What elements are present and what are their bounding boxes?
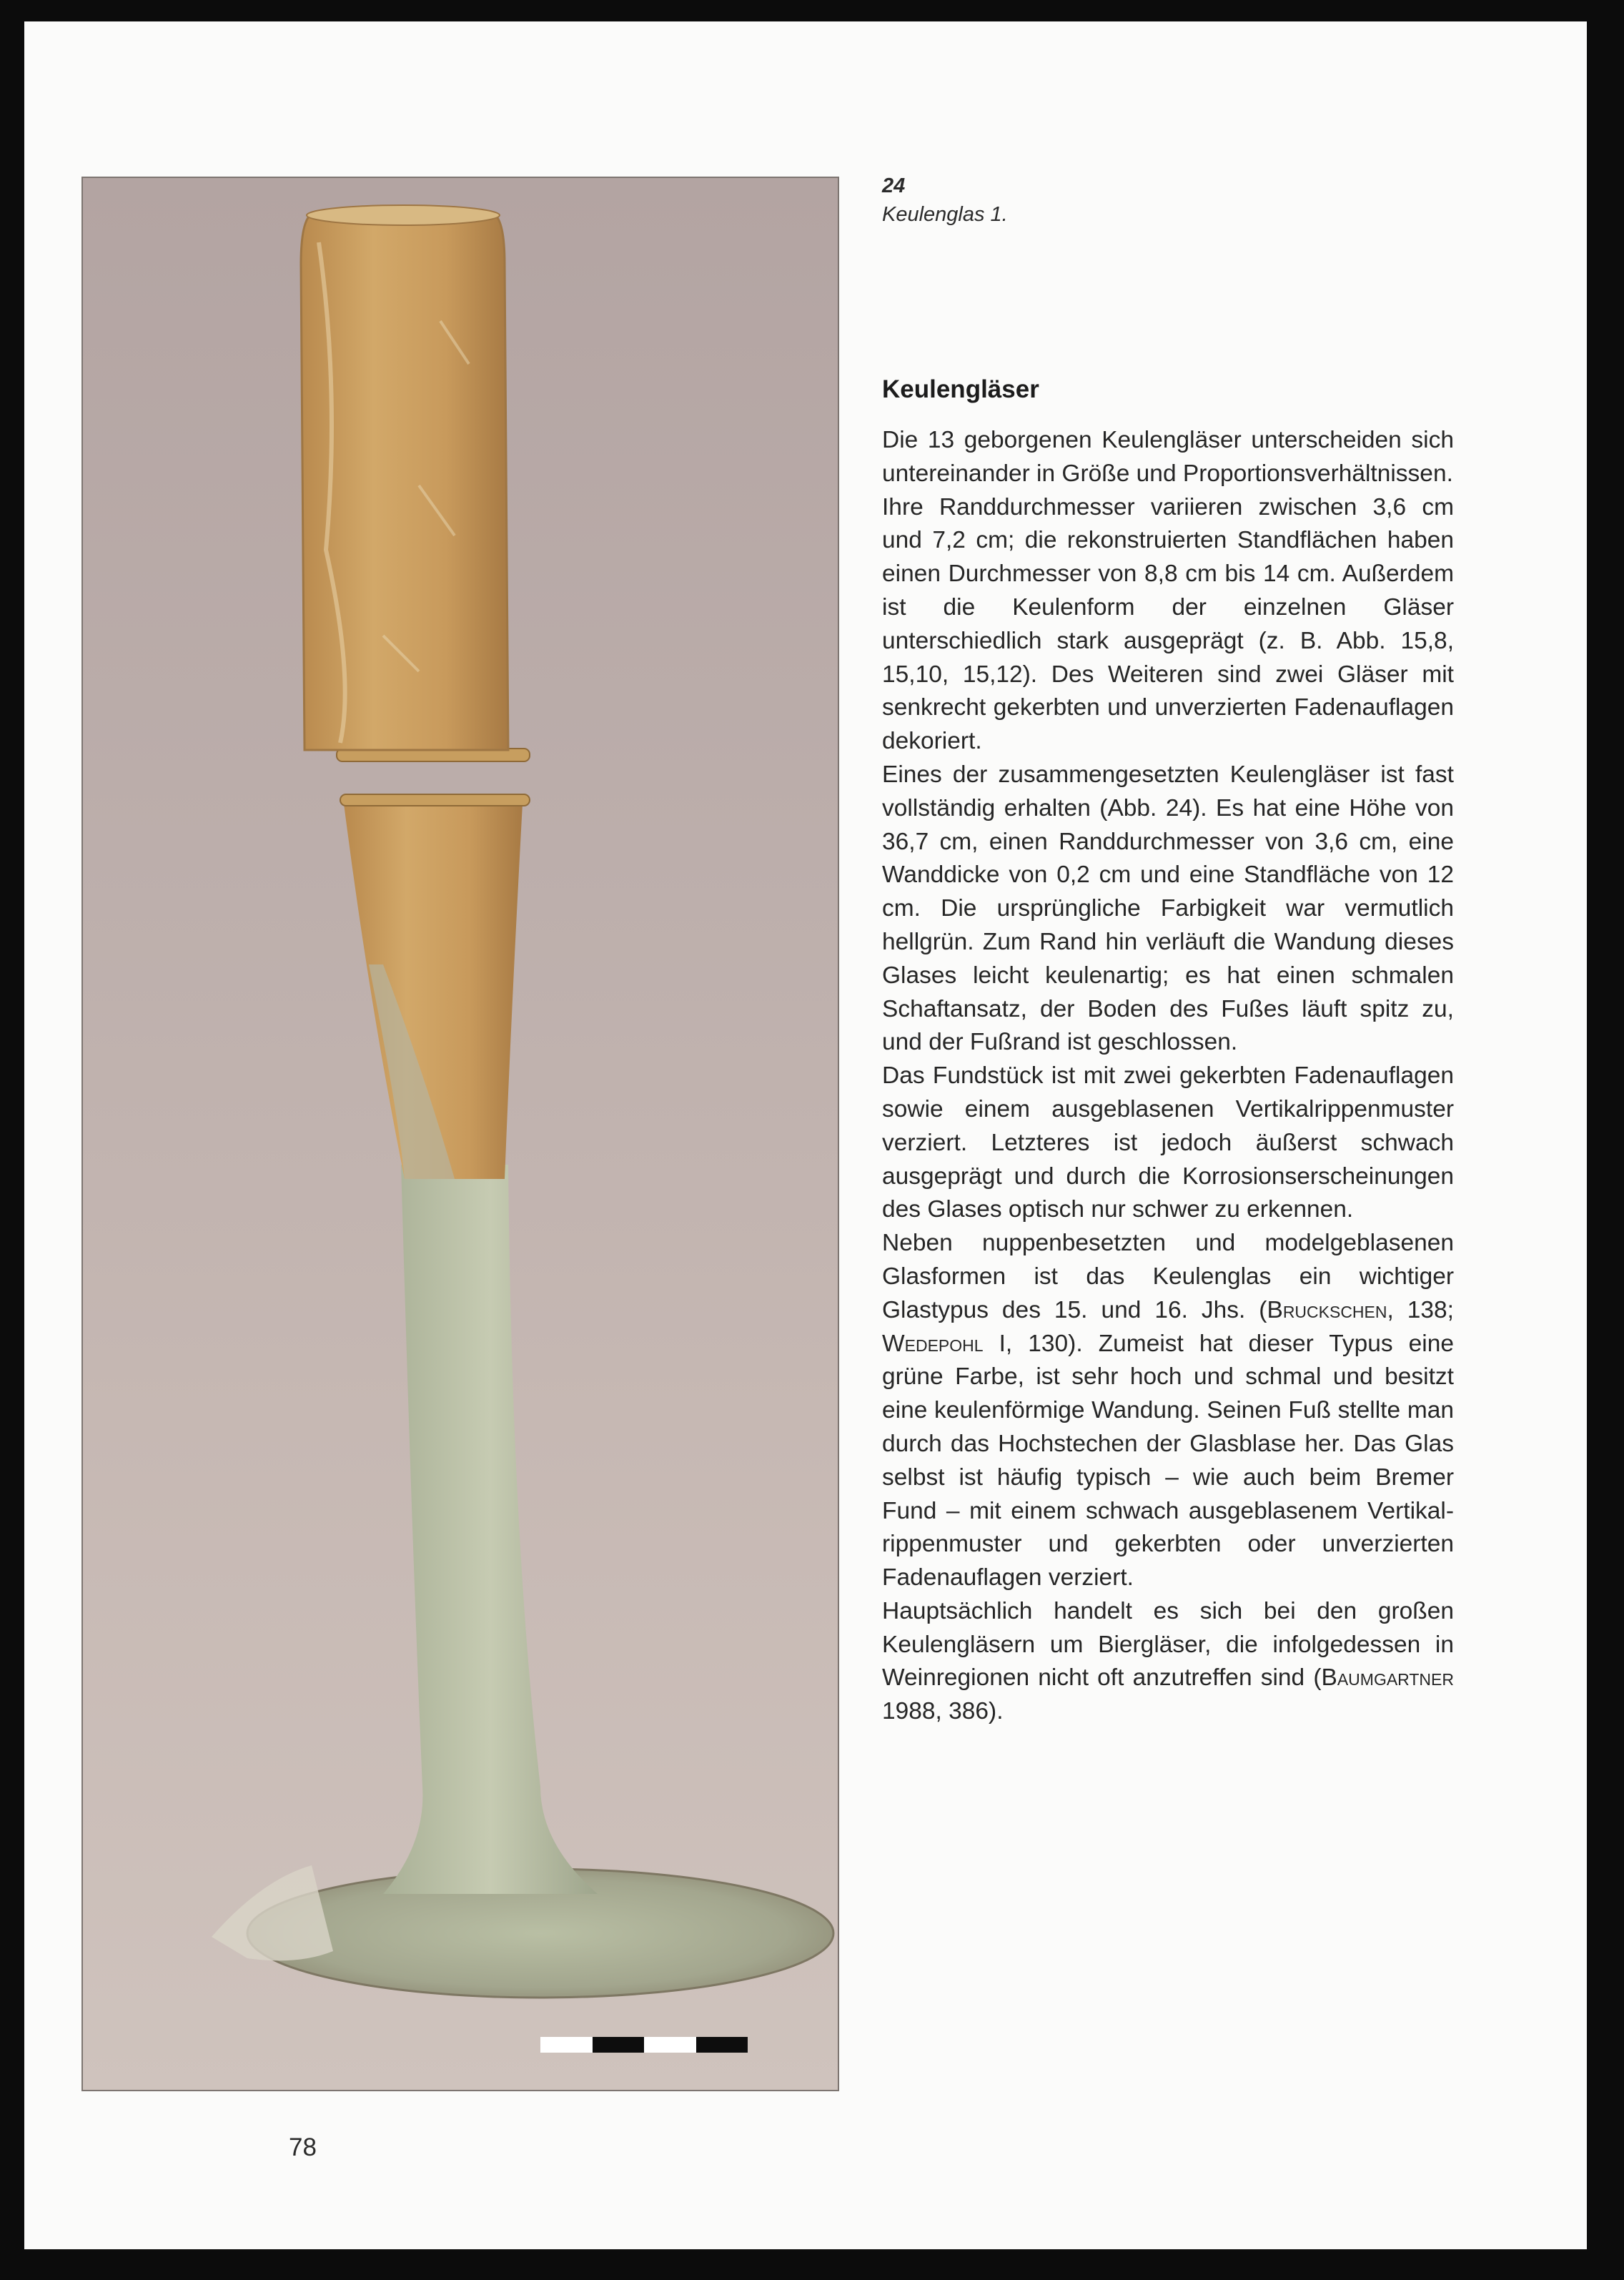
figure-title: Keulenglas 1. xyxy=(882,203,1008,226)
text-run: 1988, 386). xyxy=(882,1698,1004,1725)
text-run: Neben nuppenbesetzten und modelgeblasenen Glasformen ist das Keulenglas ein wichtiger Glastypus des 15. und 16. Jhs. ( xyxy=(882,1230,1454,1323)
figure-number: 24 xyxy=(882,174,906,197)
figure-caption xyxy=(882,172,1008,229)
keulenglas-photo xyxy=(81,177,839,2091)
text-run: I, 130). Zumeist hat dieser Typus eine grüne Farbe, ist sehr hoch und schmal und besitzt eine keulenförmige Wandung. Seinen Fuß stellte man durch das Hochstechen der Glasblase her. Das Glas selbst ist häufig typisch – wie auch beim Bremer Fund – mit einem schwach ausgeblasenem Vertikalrippenmuster und gekerbten oder unverzierten Fadenauflagen verziert. xyxy=(882,1330,1454,1591)
book-page xyxy=(24,21,1587,2249)
text-run: Hauptsächlich handelt es sich bei den großen Keulengläsern um Biergläser, die infolgedessen in Weinregionen nicht oft anzutreffen sind ( xyxy=(882,1597,1454,1692)
body-text xyxy=(882,424,1454,1729)
section-heading: Keulengläser xyxy=(882,375,1039,403)
paragraph xyxy=(882,1595,1454,1729)
scale-bar xyxy=(540,2037,748,2053)
page-number: 78 xyxy=(289,2133,317,2161)
paragraph: Die 13 geborgenen Keulengläser unterscheiden sich untereinander in Größe und Proportionsverhältnissen. xyxy=(882,427,1454,487)
citation-author: Bruckschen xyxy=(1267,1296,1387,1323)
citation-author: Baumgartner xyxy=(1321,1664,1454,1692)
text-run: , 138; xyxy=(1387,1296,1454,1323)
paragraph: Das Fundstück ist mit zwei gekerbten Fadenauflagen sowie einem ausgeblasenen Vertikalrippenmuster verziert. Letzteres ist jedoch äußerst schwach ausgeprägt und durch die Korrosionserscheinungen des Glases optisch nur schwer zu erkennen. xyxy=(882,1062,1454,1223)
paragraph: Eines der zusammengesetzten Keulengläser ist fast vollständig erhalten (Abb. 24). Es hat eine Höhe von 36,7 cm, einen Randdurchmesser von 3,6 cm, eine Wanddicke von 0,2 cm und eine Standfläche von 12 cm. Die ursprüngliche Farbigkeit war vermutlich hellgrün. Zum Rand hin verläuft die Wandung dieses Glases leicht keulenartig; es hat einen schmalen Schaftansatz, der Boden des Fußes läuft spitz zu, und der Fußrand ist geschlossen. xyxy=(882,761,1454,1056)
citation-author: Wedepohl xyxy=(882,1330,984,1357)
paragraph: Ihre Randdurchmesser variieren zwischen 3,6 cm und 7,2 cm; die rekonstruierten Standflächen haben einen Durchmesser von 8,8 cm bis 14 cm. Außerdem ist die Keulenform der einzelnen Gläser unterschiedlich stark ausgeprägt (z. B. Abb. 15,8, 15,10, 15,12). Des Weiteren sind zwei Gläser mit senkrecht gekerbten und unverzierten Fadenauflagen dekoriert. xyxy=(882,493,1454,755)
paragraph xyxy=(882,1227,1454,1595)
